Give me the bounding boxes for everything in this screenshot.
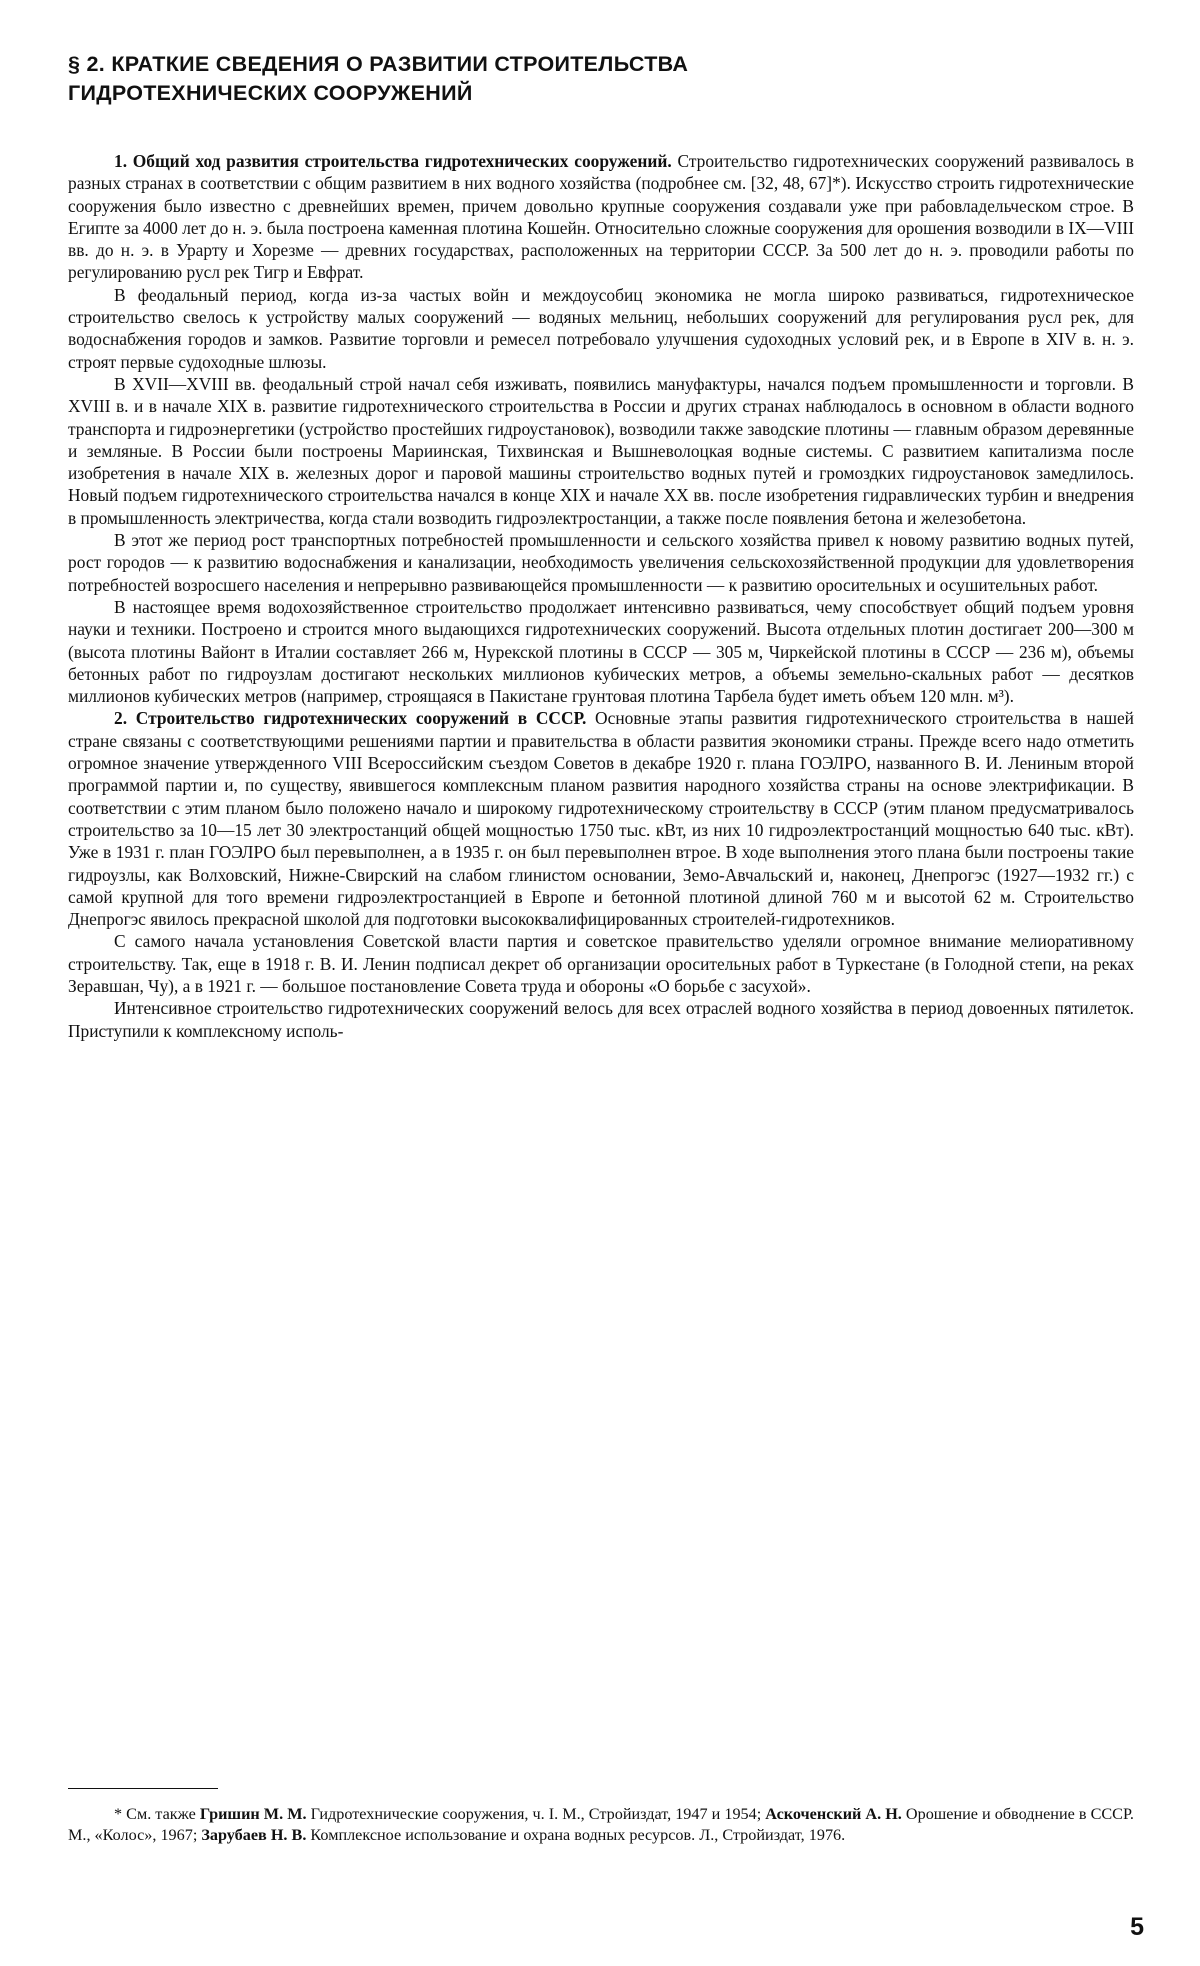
section-heading-line-1: § 2. КРАТКИЕ СВЕДЕНИЯ О РАЗВИТИИ СТРОИТЕЛЬСТВА xyxy=(68,52,689,76)
paragraph-1-text: Строительство гидротехнических сооружений развивалось в разных странах в соответствии с общим развитием в них водного хозяйства (подробнее см. [32, 48, 67]*). Искусство строить гидротехнические сооружения было известно с древнейших времен, причем довольно крупные сооружения создавали уже при рабовладельческом строе. В Египте за 4000 лет до н. э. была построена каменная плотина Кошейн. Относительно сложные сооружения для орошения возводили в IX—VIII вв. до н. э. в Урарту и Хорезме — древних государствах, расположенных на территории СССР. За 500 лет до н. э. проводили работы по регулированию русл рек Тигр и Евфрат. xyxy=(68,151,1134,283)
paragraph-8: Интенсивное строительство гидротехнических сооружений велось для всех отраслей водного хозяйства в период довоенных пятилеток. Приступили к комплексному исполь- xyxy=(68,998,1134,1041)
body-text xyxy=(68,150,1134,1042)
footnote-author-1: Гришин М. М. xyxy=(199,1805,307,1823)
footnote-marker: * См. также xyxy=(114,1805,200,1823)
paragraph-4: В этот же период рост транспортных потребностей промышленности и сельского хозяйства привел к новому развитию водных путей, рост городов — к развитию водоснабжения и канализации, необходимость увеличения сельскохозяйственной продукции для удовлетворения потребностей возросшего населения и непрерывно развивающейся промышленности — к развитию оросительных и осушительных работ. xyxy=(68,530,1134,595)
footnote-text-3: Комплексное использование и охрана водных ресурсов. Л., Стройиздат, 1976. xyxy=(306,1825,846,1844)
footnote-text-1: Гидротехнические сооружения, ч. I. М., Стройиздат, 1947 и 1954; xyxy=(306,1805,766,1823)
paragraph-6-heading: 2. Строительство гидротехнических сооружений в СССР. xyxy=(114,708,587,729)
page-number: 5 xyxy=(1130,1913,1144,1941)
footnote-author-3: Зарубаев Н. В. xyxy=(201,1825,307,1844)
paragraph-3: В XVII—XVIII вв. феодальный строй начал себя изживать, появились мануфактуры, начался подъем промышленности и торговли. В XVIII в. и в начале XIX в. развитие гидротехнического строительства в России и других странах наблюдалось в основном в области водного транспорта и гидроэнергетики (устройство простейших гидроустановок), возводили также заводские плотины — главным образом деревянные и земляные. В России были построены Мариинская, Тихвинская и Вышневолоцкая водные системы. С развитием капитализма после изобретения в начале XIX в. железных дорог и паровой машины строительство водных путей и громоздких гидроустановок замедлилось. Новый подъем гидротехнического строительства начался в конце XIX и начале XX вв. после изобретения гидравлических турбин и внедрения в промышленность электричества, когда стали возводить гидроэлектростанции, а также после появления бетона и железобетона. xyxy=(68,373,1134,528)
paragraph-5: В настоящее время водохозяйственное строительство продолжает интенсивно развиваться, чему способствует общий подъем уровня науки и техники. Построено и строится много выдающихся гидротехнических сооружений. Высота отдельных плотин достигает 200—300 м (высота плотины Вайонт в Италии составляет 266 м, Нурекской плотины в СССР — 305 м, Чиркейской плотины в СССР — 236 м), объемы бетонных работ по гидроузлам достигают нескольких миллионов кубических метров, а объемы земельно-скальных работ — десятков миллионов кубических метров (например, строящаяся в Пакистане грунтовая плотина Тарбела будет иметь объем 120 млн. м³). xyxy=(68,596,1134,707)
section-heading xyxy=(68,50,1128,108)
section-heading-line-2: ГИДРОТЕХНИЧЕСКИХ СООРУЖЕНИЙ xyxy=(68,81,473,105)
paragraph-2: В феодальный период, когда из-за частых войн и междоусобиц экономика не могла широко развиваться, гидротехническое строительство свелось к устройству малых сооружений — водяных мельниц, небольших сооружений для регулирования русл рек, для водоснабжения городов и замков. Развитие торговли и ремесел потребовало улучшения судоходных условий рек, и в Европе в XIV в. н. э. строят первые судоходные шлюзы. xyxy=(68,284,1134,372)
paragraph-6 xyxy=(68,707,1134,930)
footnote xyxy=(68,1804,1134,1846)
paragraph-1 xyxy=(68,150,1134,284)
paragraph-7: С самого начала установления Советской власти партия и советское правительство уделяли огромное внимание мелиоративному строительству. Так, еще в 1918 г. В. И. Ленин подписал декрет об организации оросительных работ в Туркестане (в Голодной степи, на реках Зеравшан, Чу), а в 1921 г. — большое постановление Совета труда и обороны «О борьбе с засухой». xyxy=(68,931,1134,996)
paragraph-1-heading: 1. Общий ход развития строительства гидротехнических сооружений. xyxy=(114,151,672,171)
footnote-text xyxy=(68,1804,1134,1846)
footnote-divider xyxy=(68,1788,218,1789)
paragraph-6-text: Основные этапы развития гидротехнического строительства в нашей стране связаны с соответствующими решениями партии и правительства в области развития экономики страны. Прежде всего надо отметить огромное значение утвержденного VIII Всероссийским съездом Советов в декабре 1920 г. плана ГОЭЛРО, названного В. И. Лениным второй программой партии и, по существу, явившегося комплексным планом развития народного хозяйства страны на основе электрификации. В соответствии с этим планом было положено начало и широкому гидротехническому строительству в СССР (этим планом предусматривалось строительство за 10—15 лет 30 электростанций общей мощностью 1750 тыс. кВт, из них 10 гидроэлектростанций мощностью 640 тыс. кВт). Уже в 1931 г. план ГОЭЛРО был перевыполнен, а в 1935 г. он был перевыполнен втрое. В ходе выполнения этого плана были построены такие гидроузлы, как Волховский, Нижне-Свирский на слабом глинистом основании, Земо-Авчальский и, наконец, Днепрогэс (1927—1932 гг.) с самой крупной для того времени гидроэлектростанцией в Европе и бетонной плотиной длиной 760 м и высотой 62 м. Строительство Днепрогэс явилось прекрасной школой для подготовки высококвалифицированных строителей-гидротехников. xyxy=(68,708,1134,930)
footnote-author-2: Аскоченский А. Н. xyxy=(765,1805,902,1823)
footnote-text-2: Орошение и обводнение в СССР. М., «Колос», 1967; xyxy=(68,1805,1134,1844)
